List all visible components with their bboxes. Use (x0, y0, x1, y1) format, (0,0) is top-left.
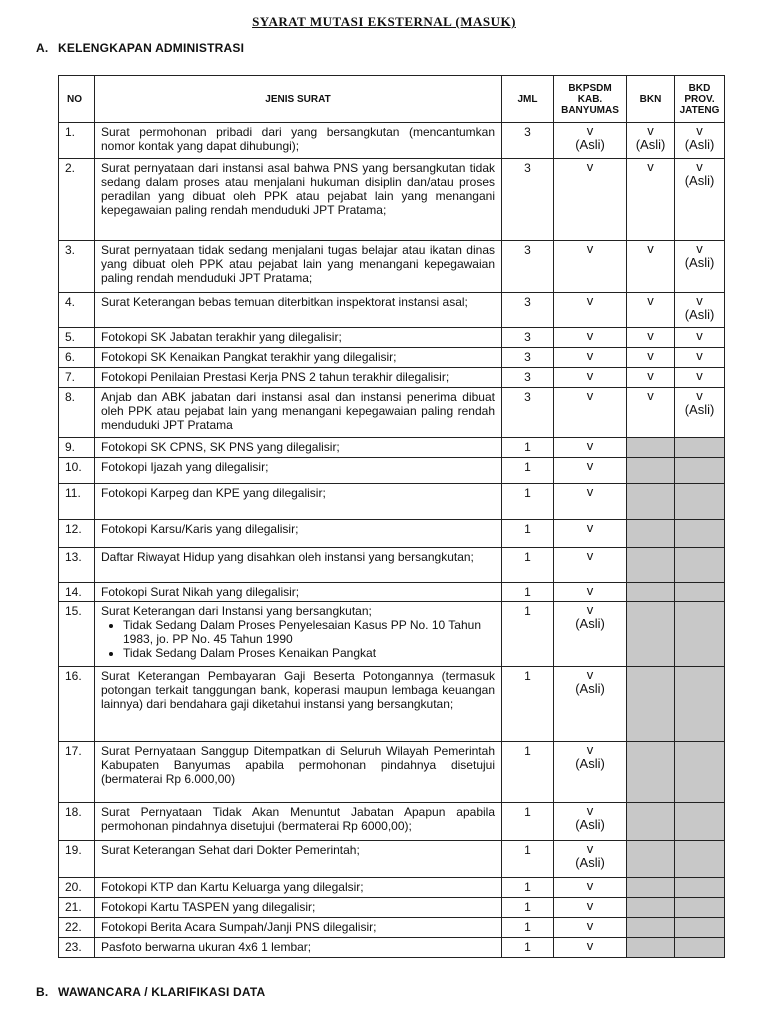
bkpsdm-cell (554, 667, 627, 742)
check-mark: v (586, 388, 594, 403)
copies-count: 1 (502, 841, 554, 878)
row-number: 7. (59, 368, 95, 388)
check-mark: v (586, 438, 594, 453)
bkn-cell-shaded (627, 898, 675, 918)
bullet-item: • Tidak Sedang Dalam Proses Kenaikan Pangkat (123, 646, 495, 660)
bkn-cell (627, 368, 675, 388)
table-row (59, 841, 725, 878)
table-row (59, 241, 725, 293)
bkn-cell-shaded (627, 520, 675, 548)
asli-note: (Asli) (684, 173, 715, 188)
row-number: 17. (59, 742, 95, 803)
row-number: 14. (59, 583, 95, 602)
bkpsdm-cell (554, 602, 627, 667)
requirement-text: Surat Keterangan dari Instansi yang bersangkutan; (101, 604, 372, 618)
requirement-text: Surat Keterangan Pembayaran Gaji Beserta Potongannya (termasuk potongan terkait tanggungan bank, koperasi maupun lembaga keuangan lainnya) dari bendahara gaji diketahui instansi yang bersangkutan; (101, 669, 495, 711)
bkd-cell-shaded (675, 803, 725, 841)
table-row (59, 583, 725, 602)
document-requirement (95, 293, 502, 328)
document-requirement (95, 241, 502, 293)
requirement-text: Fotokopi SK Kenaikan Pangkat terakhir yang dilegalisir; (101, 350, 397, 364)
check-mark: v (586, 583, 594, 598)
bkd-cell (675, 293, 725, 328)
row-number: 20. (59, 878, 95, 898)
table-row (59, 667, 725, 742)
bkpsdm-cell (554, 241, 627, 293)
bkd-cell-shaded (675, 548, 725, 583)
check-mark: v (586, 742, 594, 757)
bkd-cell (675, 159, 725, 241)
row-number: 4. (59, 293, 95, 328)
bkd-cell-shaded (675, 878, 725, 898)
check-mark: v (647, 123, 654, 138)
document-requirement (95, 458, 502, 484)
bkn-cell (627, 328, 675, 348)
bkd-cell (675, 348, 725, 368)
table-row (59, 159, 725, 241)
header-no: NO (59, 76, 95, 123)
table-row (59, 484, 725, 520)
asli-note: (Asli) (575, 681, 605, 696)
copies-count: 3 (502, 328, 554, 348)
check-mark: v (647, 241, 654, 256)
requirement-text: Fotokopi Penilaian Prestasi Kerja PNS 2 tahun terakhir dilegalisir; (101, 370, 450, 384)
check-mark: v (586, 328, 594, 343)
check-mark: v (586, 241, 594, 256)
requirement-text: Surat pernyataan dari instansi asal bahwa PNS yang bersangkutan tidak sedang dalam proses atau menjalani hukuman disiplin dan/atau proses peradilan yang dibuat oleh PPK atau pejabat lain yang menangani kepegawaian paling rendah menduduki JPT Pratama; (101, 161, 495, 217)
bkn-cell-shaded (627, 438, 675, 458)
bkd-cell (675, 328, 725, 348)
row-number: 6. (59, 348, 95, 368)
row-number: 9. (59, 438, 95, 458)
copies-count: 1 (502, 667, 554, 742)
requirement-text: Daftar Riwayat Hidup yang disahkan oleh instansi yang bersangkutan; (101, 550, 474, 564)
check-mark: v (586, 520, 594, 535)
table-row (59, 368, 725, 388)
document-requirement (95, 548, 502, 583)
check-mark: v (586, 841, 594, 856)
bkpsdm-cell (554, 123, 627, 159)
bkpsdm-cell (554, 438, 627, 458)
document-title: SYARAT MUTASI EKSTERNAL (MASUK) (252, 14, 516, 29)
header-bkd: BKD PROV. JATENG (675, 76, 725, 123)
bkd-cell (675, 241, 725, 293)
bkn-cell-shaded (627, 667, 675, 742)
table-row (59, 898, 725, 918)
header-bkpsdm: BKPSDM KAB. BANYUMAS (554, 76, 627, 123)
asli-note: (Asli) (684, 402, 715, 417)
row-number: 8. (59, 388, 95, 438)
asli-note: (Asli) (575, 756, 605, 771)
header-bkn: BKN (627, 76, 675, 123)
asli-note: (Asli) (684, 307, 715, 322)
check-mark: v (696, 388, 703, 403)
requirement-text: Anjab dan ABK jabatan dari instansi asal dan instansi penerima dibuat oleh PPK atau pejabat lain yang menangani kepegawaian paling rendah menduduki JPT Pratama (101, 390, 495, 432)
check-mark: v (696, 241, 703, 256)
row-number: 10. (59, 458, 95, 484)
bkd-cell-shaded (675, 520, 725, 548)
table-row (59, 803, 725, 841)
bkpsdm-cell (554, 938, 627, 958)
copies-count: 1 (502, 438, 554, 458)
bkpsdm-cell (554, 742, 627, 803)
row-number: 18. (59, 803, 95, 841)
table-row (59, 520, 725, 548)
asli-note: (Asli) (575, 855, 605, 870)
bkd-cell-shaded (675, 841, 725, 878)
document-requirement (95, 742, 502, 803)
table-row (59, 293, 725, 328)
table-row (59, 742, 725, 803)
check-mark: v (586, 938, 594, 953)
asli-note: (Asli) (575, 817, 605, 832)
copies-count: 1 (502, 602, 554, 667)
check-mark: v (647, 388, 654, 403)
bkpsdm-cell (554, 348, 627, 368)
header-jenis-surat: JENIS SURAT (95, 76, 502, 123)
requirement-text: Fotokopi Karpeg dan KPE yang dilegalisir; (101, 486, 326, 500)
section-b-label: WAWANCARA / KLARIFIKASI DATA (58, 985, 266, 999)
requirement-text: Fotokopi Surat Nikah yang dilegalisir; (101, 585, 300, 599)
bkpsdm-cell (554, 548, 627, 583)
check-mark: v (586, 548, 594, 563)
row-number: 15. (59, 602, 95, 667)
bkd-cell-shaded (675, 438, 725, 458)
bkn-cell-shaded (627, 458, 675, 484)
check-mark: v (586, 484, 594, 499)
table-row (59, 602, 725, 667)
table-row (59, 348, 725, 368)
section-b-number: B. (36, 985, 49, 999)
check-mark: v (586, 368, 594, 383)
bkpsdm-cell (554, 898, 627, 918)
document-requirement (95, 878, 502, 898)
table-row (59, 878, 725, 898)
row-number: 23. (59, 938, 95, 958)
bkpsdm-cell (554, 458, 627, 484)
check-mark: v (586, 458, 594, 473)
check-mark: v (647, 159, 654, 174)
copies-count: 3 (502, 368, 554, 388)
table-row (59, 438, 725, 458)
bkpsdm-cell (554, 293, 627, 328)
copies-count: 1 (502, 484, 554, 520)
bkpsdm-cell (554, 841, 627, 878)
bkn-cell-shaded (627, 938, 675, 958)
bkn-cell-shaded (627, 918, 675, 938)
asli-note: (Asli) (575, 137, 605, 152)
copies-count: 3 (502, 123, 554, 159)
check-mark: v (696, 348, 703, 363)
document-requirement (95, 520, 502, 548)
bkn-cell-shaded (627, 742, 675, 803)
row-number: 19. (59, 841, 95, 878)
bkpsdm-cell (554, 803, 627, 841)
document-requirement (95, 123, 502, 159)
requirement-text: Fotokopi Berita Acara Sumpah/Janji PNS dilegalisir; (101, 920, 377, 934)
requirements-table (58, 75, 725, 958)
table-row (59, 548, 725, 583)
bkd-cell-shaded (675, 667, 725, 742)
check-mark: v (647, 368, 654, 383)
bkpsdm-cell (554, 484, 627, 520)
section-a-number: A. (36, 41, 49, 55)
bkn-cell (627, 388, 675, 438)
bkn-cell (627, 348, 675, 368)
check-mark: v (696, 123, 703, 138)
asli-note: (Asli) (635, 137, 666, 152)
copies-count: 3 (502, 388, 554, 438)
bkn-cell (627, 241, 675, 293)
bkpsdm-cell (554, 583, 627, 602)
table-row (59, 458, 725, 484)
row-number: 12. (59, 520, 95, 548)
bkd-cell-shaded (675, 484, 725, 520)
copies-count: 1 (502, 918, 554, 938)
requirement-text: Surat Pernyataan Tidak Akan Menuntut Jabatan Apapun apabila permohonan pindahnya disetujui (bermaterai Rp 6000,00); (101, 805, 495, 833)
bkn-cell (627, 159, 675, 241)
document-requirement (95, 484, 502, 520)
bkd-cell (675, 388, 725, 438)
bkd-cell-shaded (675, 458, 725, 484)
asli-note: (Asli) (575, 616, 605, 631)
document-requirement (95, 388, 502, 438)
copies-count: 1 (502, 742, 554, 803)
document-requirement (95, 328, 502, 348)
copies-count: 3 (502, 159, 554, 241)
check-mark: v (647, 328, 654, 343)
document-requirement (95, 348, 502, 368)
bkpsdm-cell (554, 159, 627, 241)
requirement-text: Surat permohonan pribadi dari yang bersangkutan (mencantumkan nomor kontak yang dapat dihubungi); (101, 125, 495, 153)
requirement-text: Fotokopi Kartu TASPEN yang dilegalisir; (101, 900, 316, 914)
copies-count: 1 (502, 938, 554, 958)
table-row (59, 123, 725, 159)
row-number: 16. (59, 667, 95, 742)
requirement-text: Surat pernyataan tidak sedang menjalani tugas belajar atau ikatan dinas yang dibuat oleh PPK atau pejabat lain yang menangani kepegawaian paling rendah menduduki JPT Pratama; (101, 243, 495, 285)
bkn-cell-shaded (627, 548, 675, 583)
requirement-text: Fotokopi SK CPNS, SK PNS yang dilegalisir; (101, 440, 340, 454)
check-mark: v (696, 368, 703, 383)
bkd-cell-shaded (675, 583, 725, 602)
row-number: 11. (59, 484, 95, 520)
row-number: 2. (59, 159, 95, 241)
row-number: 13. (59, 548, 95, 583)
bkd-cell-shaded (675, 742, 725, 803)
requirement-text: Pasfoto berwarna ukuran 4x6 1 lembar; (101, 940, 312, 954)
bkn-cell-shaded (627, 583, 675, 602)
bkd-cell (675, 368, 725, 388)
bkn-cell-shaded (627, 803, 675, 841)
document-requirement (95, 602, 502, 667)
copies-count: 1 (502, 548, 554, 583)
copies-count: 1 (502, 803, 554, 841)
document-requirement (95, 159, 502, 241)
requirement-text: Fotokopi Karsu/Karis yang dilegalisir; (101, 522, 299, 536)
bullet-item: • Tidak Sedang Dalam Proses Penyelesaian Kasus PP No. 10 Tahun 1983, jo. PP No. 45 Tahun 1990 (123, 618, 495, 646)
section-b-heading (36, 985, 265, 999)
bkd-cell-shaded (675, 602, 725, 667)
document-requirement (95, 841, 502, 878)
check-mark: v (586, 293, 594, 308)
copies-count: 1 (502, 458, 554, 484)
copies-count: 1 (502, 583, 554, 602)
bkn-cell-shaded (627, 484, 675, 520)
table-row (59, 938, 725, 958)
check-mark: v (586, 667, 594, 682)
copies-count: 3 (502, 241, 554, 293)
bkpsdm-cell (554, 520, 627, 548)
bkd-cell-shaded (675, 918, 725, 938)
row-number: 21. (59, 898, 95, 918)
document-requirement (95, 898, 502, 918)
check-mark: v (647, 293, 654, 308)
copies-count: 3 (502, 293, 554, 328)
check-mark: v (586, 348, 594, 363)
document-requirement (95, 667, 502, 742)
check-mark: v (647, 348, 654, 363)
bkn-cell (627, 123, 675, 159)
bkd-cell-shaded (675, 938, 725, 958)
document-requirement (95, 583, 502, 602)
row-number: 3. (59, 241, 95, 293)
document-requirement (95, 368, 502, 388)
row-number: 1. (59, 123, 95, 159)
check-mark: v (586, 898, 594, 913)
check-mark: v (586, 803, 594, 818)
requirement-text: Surat Pernyataan Sanggup Ditempatkan di Seluruh Wilayah Pemerintah Kabupaten Banyumas apabila permohonan pindahnya disetujui (bermaterai Rp 6.000,00) (101, 744, 495, 786)
check-mark: v (696, 328, 703, 343)
document-requirement (95, 938, 502, 958)
bkpsdm-cell (554, 368, 627, 388)
header-jml: JML (502, 76, 554, 123)
check-mark: v (696, 293, 703, 308)
requirement-text: Surat Keterangan bebas temuan diterbitkan inspektorat instansi asal; (101, 295, 468, 309)
requirement-bullets (101, 618, 495, 660)
bkpsdm-cell (554, 328, 627, 348)
bkd-cell-shaded (675, 898, 725, 918)
check-mark: v (586, 918, 594, 933)
row-number: 5. (59, 328, 95, 348)
section-a-heading (36, 41, 244, 55)
copies-count: 3 (502, 348, 554, 368)
requirement-text: Fotokopi SK Jabatan terakhir yang dilegalisir; (101, 330, 342, 344)
copies-count: 1 (502, 520, 554, 548)
asli-note: (Asli) (684, 137, 715, 152)
bkpsdm-cell (554, 388, 627, 438)
table-header-row (59, 76, 725, 123)
table-row (59, 918, 725, 938)
row-number: 22. (59, 918, 95, 938)
requirement-text: Fotokopi KTP dan Kartu Keluarga yang dilegalsir; (101, 880, 364, 894)
bkn-cell-shaded (627, 841, 675, 878)
check-mark: v (586, 602, 594, 617)
requirement-text: Surat Keterangan Sehat dari Dokter Pemerintah; (101, 843, 360, 857)
table-row (59, 388, 725, 438)
document-requirement (95, 438, 502, 458)
requirement-text: Fotokopi Ijazah yang dilegalisir; (101, 460, 269, 474)
bkpsdm-cell (554, 878, 627, 898)
table-row (59, 328, 725, 348)
bkn-cell (627, 293, 675, 328)
document-requirement (95, 803, 502, 841)
section-a-label: KELENGKAPAN ADMINISTRASI (58, 41, 245, 55)
bkpsdm-cell (554, 918, 627, 938)
copies-count: 1 (502, 878, 554, 898)
bkn-cell-shaded (627, 878, 675, 898)
check-mark: v (696, 159, 703, 174)
document-requirement (95, 918, 502, 938)
bkd-cell (675, 123, 725, 159)
check-mark: v (586, 159, 594, 174)
bkn-cell-shaded (627, 602, 675, 667)
copies-count: 1 (502, 898, 554, 918)
check-mark: v (586, 123, 594, 138)
check-mark: v (586, 878, 594, 893)
asli-note: (Asli) (684, 255, 715, 270)
